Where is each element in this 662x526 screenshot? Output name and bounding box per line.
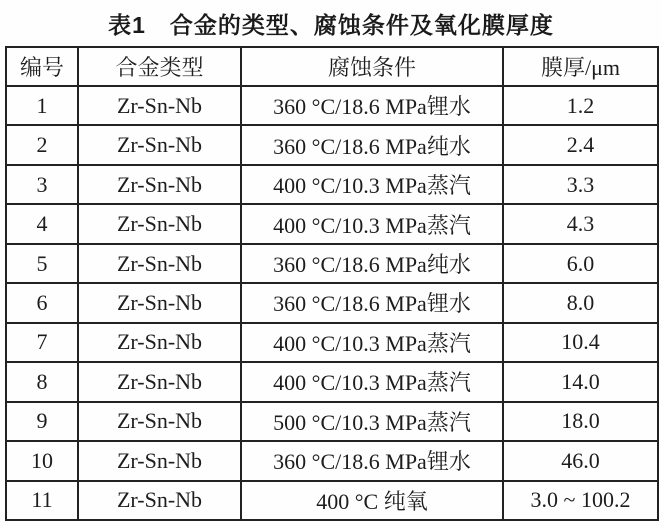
table-cell: 11 xyxy=(6,481,78,520)
table-cell: 14.0 xyxy=(503,362,658,401)
table-cell: 1 xyxy=(6,86,78,125)
alloy-corrosion-table xyxy=(5,46,659,521)
table-cell: Zr-Sn-Nb xyxy=(78,362,241,401)
table-cell: 46.0 xyxy=(503,441,658,480)
table-row xyxy=(6,125,658,164)
table-cell: 10 xyxy=(6,441,78,480)
table-cell: 400 °C/10.3 MPa蒸汽 xyxy=(241,362,503,401)
table-cell: 6 xyxy=(6,283,78,322)
table-row xyxy=(6,481,658,520)
table-cell: 3.0 ~ 100.2 xyxy=(503,481,658,520)
table-cell: 10.4 xyxy=(503,323,658,362)
table-cell: 2.4 xyxy=(503,125,658,164)
table-cell: 360 °C/18.6 MPa锂水 xyxy=(241,86,503,125)
table-row xyxy=(6,244,658,283)
column-header: 膜厚/μm xyxy=(503,47,658,86)
table-row xyxy=(6,362,658,401)
table-cell: 360 °C/18.6 MPa纯水 xyxy=(241,244,503,283)
table-cell: 360 °C/18.6 MPa锂水 xyxy=(241,441,503,480)
table-cell: Zr-Sn-Nb xyxy=(78,125,241,164)
table-row xyxy=(6,165,658,204)
table-cell: Zr-Sn-Nb xyxy=(78,165,241,204)
table-cell: 8 xyxy=(6,362,78,401)
table-cell: 6.0 xyxy=(503,244,658,283)
column-header: 合金类型 xyxy=(78,47,241,86)
table-cell: 4.3 xyxy=(503,204,658,243)
table-cell: 7 xyxy=(6,323,78,362)
table-row xyxy=(6,323,658,362)
table-cell: Zr-Sn-Nb xyxy=(78,323,241,362)
table-cell: 400 °C 纯氧 xyxy=(241,481,503,520)
table-row xyxy=(6,86,658,125)
table-cell: 400 °C/10.3 MPa蒸汽 xyxy=(241,323,503,362)
table-cell: Zr-Sn-Nb xyxy=(78,402,241,441)
table-cell: Zr-Sn-Nb xyxy=(78,441,241,480)
table-cell: 400 °C/10.3 MPa蒸汽 xyxy=(241,165,503,204)
column-header: 腐蚀条件 xyxy=(241,47,503,86)
table-cell: 400 °C/10.3 MPa蒸汽 xyxy=(241,204,503,243)
table-cell: 5 xyxy=(6,244,78,283)
table-cell: Zr-Sn-Nb xyxy=(78,481,241,520)
table-cell: 360 °C/18.6 MPa纯水 xyxy=(241,125,503,164)
header-row xyxy=(6,47,658,86)
table-cell: 9 xyxy=(6,402,78,441)
table-cell: 18.0 xyxy=(503,402,658,441)
table-body xyxy=(6,86,658,520)
table-row xyxy=(6,402,658,441)
table-cell: 360 °C/18.6 MPa锂水 xyxy=(241,283,503,322)
table-cell: 8.0 xyxy=(503,283,658,322)
table-caption: 表1 合金的类型、腐蚀条件及氧化膜厚度 xyxy=(108,12,554,38)
column-header: 编号 xyxy=(6,47,78,86)
table-cell: 3.3 xyxy=(503,165,658,204)
table-cell: Zr-Sn-Nb xyxy=(78,86,241,125)
table-cell: 4 xyxy=(6,204,78,243)
table-cell: 3 xyxy=(6,165,78,204)
table-cell: 2 xyxy=(6,125,78,164)
table-cell: Zr-Sn-Nb xyxy=(78,204,241,243)
table-cell: 500 °C/10.3 MPa蒸汽 xyxy=(241,402,503,441)
table-cell: 1.2 xyxy=(503,86,658,125)
table-cell: Zr-Sn-Nb xyxy=(78,244,241,283)
table-cell: Zr-Sn-Nb xyxy=(78,283,241,322)
table-row xyxy=(6,441,658,480)
table-row xyxy=(6,283,658,322)
table-row xyxy=(6,204,658,243)
